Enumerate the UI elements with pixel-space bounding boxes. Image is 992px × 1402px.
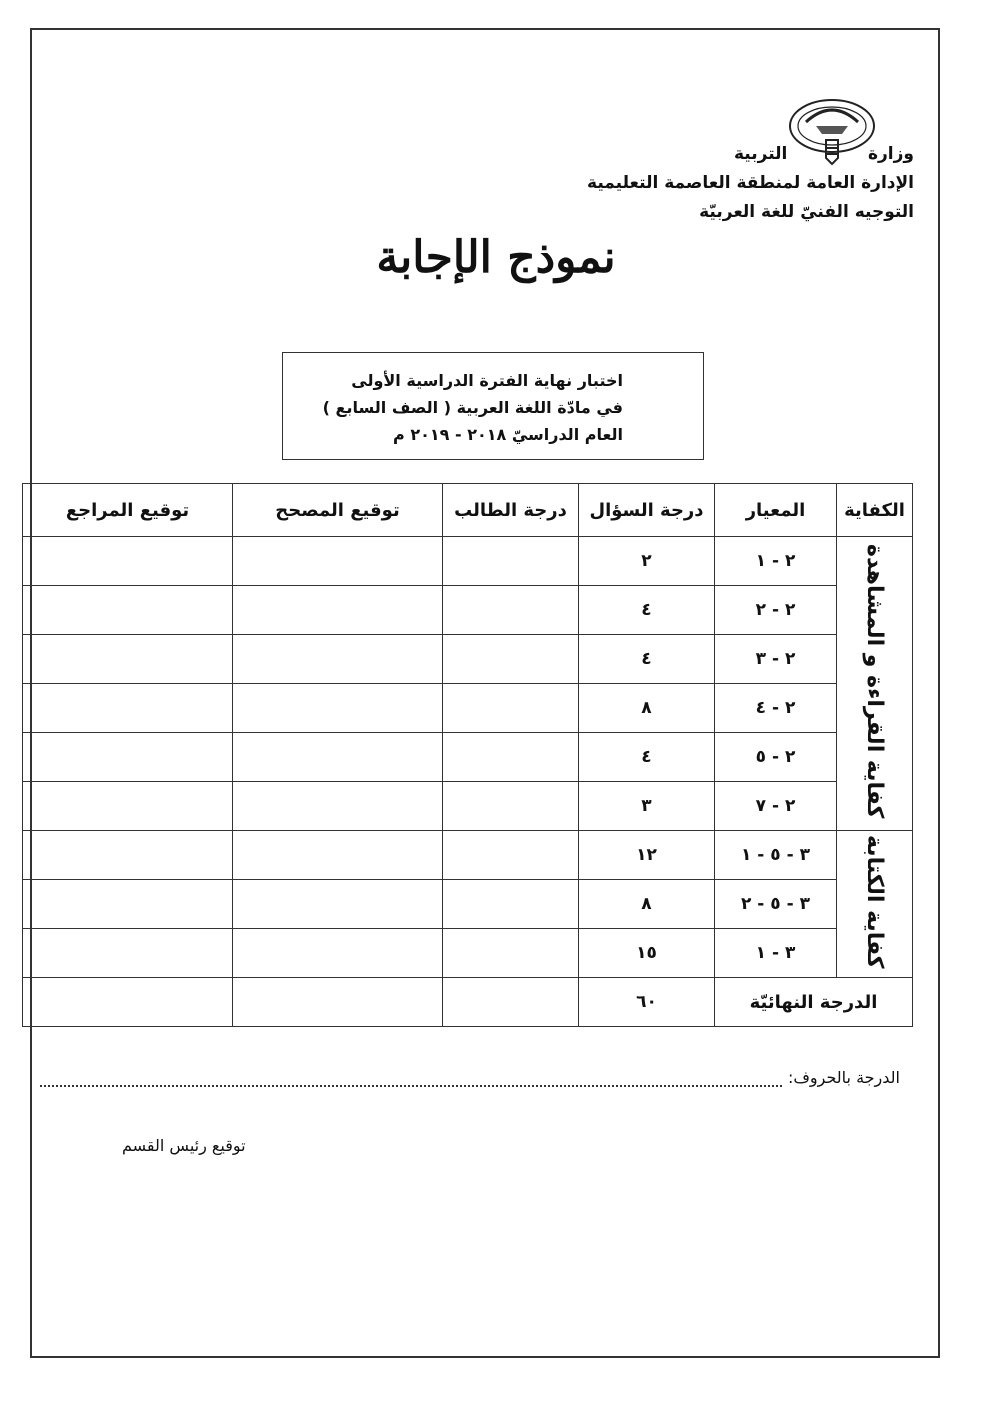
final-grade-row: [23, 978, 913, 1027]
criterion-cell: ٢ - ٣: [715, 635, 837, 684]
question-grade-cell: ٤: [579, 586, 715, 635]
group-writing: [837, 831, 913, 978]
student-grade-cell[interactable]: [443, 831, 579, 880]
header-question-grade: درجة السؤال: [579, 484, 715, 537]
question-grade-cell: ٨: [579, 880, 715, 929]
criterion-cell: ٣ - ٥ - ١: [715, 831, 837, 880]
reviewer-signature-cell[interactable]: [23, 537, 233, 586]
group-reading-label: كفاية القراءة و المشاهدة: [862, 543, 887, 819]
head-signature-label: توقيع رئيس القسم: [122, 1136, 246, 1155]
grader-signature-cell[interactable]: [233, 929, 443, 978]
group-reading: [837, 537, 913, 831]
criterion-cell: ٢ - ٧: [715, 782, 837, 831]
question-grade-cell: ٣: [579, 782, 715, 831]
document-header: [584, 140, 914, 227]
group-writing-label: كفاية الكتابة: [862, 834, 887, 969]
reviewer-signature-cell[interactable]: [23, 635, 233, 684]
ministry-word: وزارة: [867, 144, 914, 164]
grader-signature-cell[interactable]: [233, 537, 443, 586]
student-grade-cell[interactable]: [443, 684, 579, 733]
criterion-cell: ٣ - ٥ - ٢: [715, 880, 837, 929]
grader-signature-cell[interactable]: [233, 831, 443, 880]
header-reviewer-signature: توقيع المراجع: [23, 484, 233, 537]
student-final-grade-cell[interactable]: [443, 978, 579, 1027]
criterion-cell: ٢ - ٢: [715, 586, 837, 635]
header-criterion: المعيار: [715, 484, 837, 537]
student-grade-cell[interactable]: [443, 635, 579, 684]
grades-table: [22, 483, 913, 1027]
table-row: [23, 929, 913, 978]
grader-signature-cell[interactable]: [233, 733, 443, 782]
table-row: [23, 782, 913, 831]
exam-info-line2: في مادّة اللغة العربية ( الصف السابع ): [322, 398, 623, 417]
student-grade-cell[interactable]: [443, 782, 579, 831]
exam-info-box: [282, 352, 704, 460]
table-row: [23, 880, 913, 929]
directorate-line: الإدارة العامة لمنطقة العاصمة التعليمية: [587, 173, 914, 193]
criterion-cell: ٢ - ٥: [715, 733, 837, 782]
reviewer-signature-cell[interactable]: [23, 586, 233, 635]
grade-in-words-line: [40, 1068, 900, 1087]
grade-in-words-field[interactable]: [40, 1071, 782, 1087]
table-row: [23, 684, 913, 733]
reviewer-signature-cell[interactable]: [23, 880, 233, 929]
question-grade-cell: ٤: [579, 733, 715, 782]
student-grade-cell[interactable]: [443, 880, 579, 929]
exam-info-line3: العام الدراسيّ ٢٠١٨ - ٢٠١٩ م: [393, 425, 623, 444]
student-grade-cell[interactable]: [443, 929, 579, 978]
grader-signature-cell[interactable]: [233, 635, 443, 684]
ministry-line: [614, 140, 914, 169]
table-row: [23, 831, 913, 880]
criterion-cell: ٢ - ٤: [715, 684, 837, 733]
exam-info-line1: اختبار نهاية الفترة الدراسية الأولى: [351, 371, 623, 390]
question-grade-cell: ٢: [579, 537, 715, 586]
supervision-line: التوجيه الفنيّ للغة العربيّة: [699, 202, 914, 222]
grader-signature-cell[interactable]: [233, 782, 443, 831]
table-row: [23, 635, 913, 684]
table-row: [23, 586, 913, 635]
page-title: نموذج الإجابة: [376, 232, 616, 283]
reviewer-signature-cell[interactable]: [23, 684, 233, 733]
grader-signature-cell[interactable]: [233, 978, 443, 1027]
grader-signature-cell[interactable]: [233, 586, 443, 635]
question-grade-cell: ١٥: [579, 929, 715, 978]
header-competency: الكفاية: [837, 484, 913, 537]
reviewer-signature-cell[interactable]: [23, 782, 233, 831]
reviewer-signature-cell[interactable]: [23, 831, 233, 880]
final-grade-value: ٦٠: [579, 978, 715, 1027]
reviewer-signature-cell[interactable]: [23, 733, 233, 782]
reviewer-signature-cell[interactable]: [23, 929, 233, 978]
grader-signature-cell[interactable]: [233, 684, 443, 733]
final-grade-label: الدرجة النهائيّة: [715, 978, 913, 1027]
header-grader-signature: توقيع المصحح: [233, 484, 443, 537]
grader-signature-cell[interactable]: [233, 880, 443, 929]
student-grade-cell[interactable]: [443, 733, 579, 782]
criterion-cell: ٢ - ١: [715, 537, 837, 586]
student-grade-cell[interactable]: [443, 586, 579, 635]
table-row: [23, 537, 913, 586]
header-student-grade: درجة الطالب: [443, 484, 579, 537]
question-grade-cell: ٤: [579, 635, 715, 684]
grade-in-words-label: الدرجة بالحروف:: [787, 1068, 900, 1087]
question-grade-cell: ١٢: [579, 831, 715, 880]
table-header-row: [23, 484, 913, 537]
criterion-cell: ٣ - ١: [715, 929, 837, 978]
education-word: التربية: [734, 144, 788, 164]
question-grade-cell: ٨: [579, 684, 715, 733]
table-row: [23, 733, 913, 782]
reviewer-signature-cell[interactable]: [23, 978, 233, 1027]
student-grade-cell[interactable]: [443, 537, 579, 586]
